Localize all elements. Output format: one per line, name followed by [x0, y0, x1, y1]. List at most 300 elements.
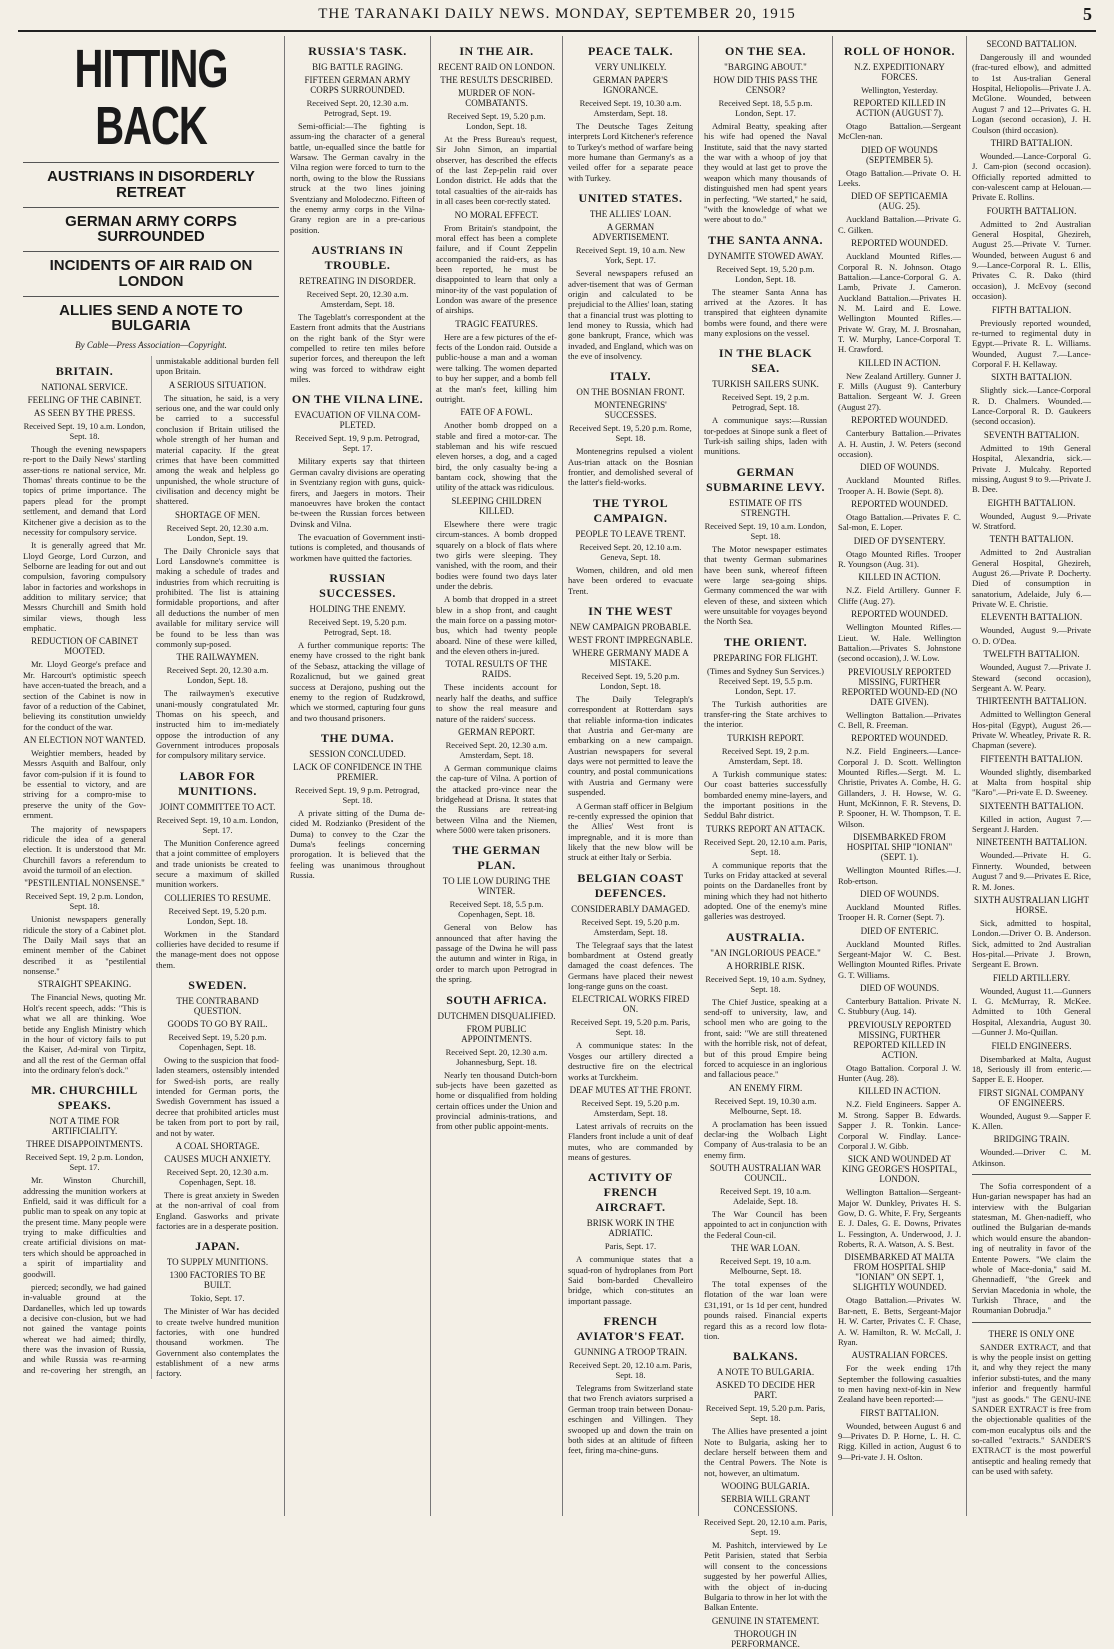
subheading: REPORTED WOUNDED. — [851, 498, 948, 509]
section-title: BELGIAN COAST DEFENCES. — [577, 870, 684, 900]
paragraph: Elsewhere there were tragic circum-stances. A bomb dropped squarely on a block of flats where two girls were sleeping. They vanished, with the room, and their bodies were found two days later under the debris. — [436, 518, 557, 591]
subheading: PREPARING FOR FLIGHT. — [713, 652, 818, 663]
section-title: PEACE TALK. — [587, 44, 674, 58]
subheading: ESTIMATE OF ITS STRENGTH. — [728, 497, 802, 518]
subheading: GOODS TO GO BY RAIL. — [167, 1019, 268, 1030]
section-title: RUSSIA'S TASK. — [308, 44, 407, 58]
dateline: Received Sept. 19, 5.20 p.m. Amsterdam, Sept. 18. — [581, 1097, 680, 1118]
dateline: Paris, Sept. 17. — [604, 1241, 657, 1252]
section-title: ITALY. — [610, 369, 651, 384]
subheading: A HORRIBLE RISK. — [726, 960, 805, 971]
dateline: Received Sept. 19, 5.20 p.m. Rome, Sept. 18. — [569, 423, 692, 444]
sea-column — [698, 36, 832, 1649]
subheading: THE ALLIES' LOAN. — [589, 209, 672, 220]
russia-column — [284, 36, 430, 1516]
subheading: TO LIE LOW DURING THE WINTER. — [442, 876, 551, 897]
paragraph: N.Z. Field Artillery. Gunner F. Cliffe (Aug. 27). — [838, 585, 961, 606]
subheading: DIED OF ENTERIC. — [860, 925, 939, 936]
subheading: PEOPLE TO LEAVE TRENT. — [575, 528, 686, 539]
subheading: CONSIDERABLY DAMAGED. — [571, 903, 690, 914]
subheading: NO MORAL EFFECT. — [454, 209, 539, 220]
subheading: RECENT RAID ON LONDON. — [438, 62, 555, 72]
subheading: SIXTH AUSTRALIAN LIGHT HORSE. — [974, 894, 1089, 915]
divider — [23, 296, 279, 297]
dateline: Received Sept. 19, 10 a.m. London, Sept. 17. — [156, 814, 279, 835]
paragraph: Latest arrivals of recruits on the Flanders front include a unit of deaf mutes, who are commanded by means of gestures. — [568, 1120, 693, 1162]
advert-text: SANDER EXTRACT, and that is why the people insist on getting it, and why they reject the many inferior substi-tutes, and the many inferior and frequently harmful "just as goods." The GENU-INE SANDER EXTRACT is free from the objectionable qualities of the com-mon eucalyptus oils and the so-called "extracts." SANDER'S EXTRACT is the most powerful antiseptic and healing remedy that can be used with safety. — [972, 1341, 1091, 1477]
section-title: UNITED STATES. — [578, 191, 683, 206]
section-title: THE SANTA ANNA. — [708, 232, 823, 247]
paragraph: The Tageblatt's correspondent at the Eastern front admits that the Austrians on the right bank of the Styr were compelled to retire ten miles before superior forces, and thereupon the left wing was forced to withdraw eight miles. — [290, 311, 425, 385]
dateline: Received Sept. 20, 12.30 a.m. Amsterdam, Sept. 18. — [445, 739, 548, 760]
subheading: REPORTED WOUNDED. — [851, 733, 948, 744]
section-title: JAPAN. — [195, 1239, 240, 1254]
paragraph: Montenegrins repulsed a violent Aus-trian attack on the Bosnian frontier, and demolished several of the latter's field-works. — [568, 446, 693, 488]
paragraph: Otago Battalion.—Privates F. C. Sal-mon, E. Loper. — [838, 511, 961, 533]
subheading: 1300 FACTORIES TO BE BUILT. — [169, 1270, 266, 1291]
roll-of-honor-continued-column — [966, 36, 1096, 1516]
subheading: DUTCHMEN DISQUALIFIED. — [437, 1010, 556, 1021]
paragraph: Admitted to Wellington General Hos-pital (Egypt), August 26.—Private W. Wheatley, Private R. R. Chapman (severe). — [972, 709, 1091, 751]
paragraph: Otago Battalion.—Privates W. Bar-nett, E. Betts, Sergeant-Major H. W. Carter, Privates C. F. Chase, A. W. Hamilton, R. W. McCall, J. Ryan. — [838, 1295, 961, 1347]
subheading: FIRST BATTALION. — [860, 1407, 939, 1418]
paragraph: The Daily Telegraph's correspondent at Rotterdam says that reliable informa-tion indicates that Austria and Ger-many are embarking on a new campaign. Austrian newspapers for several days were not permitted to leave the country, and postal communications with Austria and Germany were suspended. — [568, 693, 693, 798]
subheading: FOURTH BATTALION. — [986, 205, 1077, 216]
subheading: GERMAN PAPER'S IGNORANCE. — [592, 75, 669, 95]
paragraph: Here are a few pictures of the ef-fects of the London raid. Outside a public-house a man and a woman were talking. The women departed to buy her supper, and a bomb fell at the man's feet, killing him outright. — [436, 331, 557, 404]
section-title: AUSTRALIA. — [726, 929, 805, 944]
subheading: GUNNING A TROOP TRAIN. — [574, 1347, 687, 1358]
paragraph: The steamer Santa Anna has arrived at the Azores. It has transpired that eighteen dynamite bombs were found, and there were many explosions on the vessel. — [704, 286, 827, 339]
subheading: WOOING BULGARIA. — [721, 1481, 810, 1492]
subheading: DISEMBARKED FROM HOSPITAL SHIP "IONIAN" (SEPT. 1). — [846, 832, 953, 863]
paragraph: Mr. Lloyd George's preface and Mr. Harcourt's optimistic speech have accen-tuated the breach, and a section of the Cabinet is now in favor of a reduction of the Cabinet, believing its constitution unwieldy for the conduct of the war. — [23, 659, 146, 732]
paragraph: Dangerously ill and wounded (frac-tured elbow), and admitted to 1st Aus-tralian General Hospital, Heliopolis—Private J. A. McGlone. Wounded, between August 7 and 12—Privates G. H. Logan (second occasion), J. H. Coulson (third occasion). — [972, 52, 1091, 135]
subheading: KILLED IN ACTION. — [858, 357, 941, 368]
subheading: DIED OF DYSENTERY. — [853, 535, 946, 546]
subheading: PREVIOUSLY REPORTED MISSING, FURTHER REPORTED KILLED IN ACTION. — [848, 1019, 951, 1060]
section-title: AUSTRIANS IN TROUBLE. — [311, 242, 404, 272]
paragraph: The War Council has been appointed to act in conjunction with the Federal Coun-cil. — [704, 1209, 827, 1240]
subheading: EVACUATION OF VILNA COM-PLETED. — [294, 410, 421, 431]
paragraph: Auckland Mounted Rifles. Trooper H. R. Corner (Sept. 7). — [838, 901, 961, 923]
subheading: THOROUGH IN PERFORMANCE. — [731, 1628, 800, 1649]
dateline: Received Sept. 20, 12.10 a.m. Paris, Sept. 18. — [569, 1360, 692, 1381]
paragraph: pierced; secondly, we had gained in-valuable ground at the Dardanelles, which led up towards a decisive con-clusion, but we had not gained the vantage points whereat we had aimed; thirdly, there was the invasion of Russia, and while Russia was re-arming and re-covering her strength, an unmistakable additional burden fell upon Britain. — [23, 356, 279, 1375]
paragraph: Owing to the suspicion that food-laden steamers, ostensibly intended for Swed-ish ports, are really intended for German ports, the Swedish Government has issued a decree that prohibited articles must be taken from port to port by rail, and not by water. — [156, 1055, 279, 1138]
section-title: BALKANS. — [732, 1349, 798, 1364]
paragraph: The Minister of War has decided to create twelve hundred munition factories, with one hundred thousand workmen. The Government also contemplates the establishment of a new arms factory. — [156, 1306, 279, 1379]
paragraph: Canterbury Battalion.—Privates A. H. Austin, J. W. Peters (second occasion). — [838, 428, 961, 459]
lead-story-body — [23, 356, 279, 1379]
paragraph: The Turkish authorities are transfer-ring the State archives to the interior. — [704, 698, 827, 730]
section-title: FRENCH AVIATOR'S FEAT. — [576, 1314, 685, 1344]
lead-column — [18, 36, 284, 1516]
paragraph: N.Z. Field Engineers. Sapper A. M. Strong. Sapper B. Edwards. Sapper J. R. Tonkin. Lance-Corporal W. Findlay. Lance-Corporal J. W. Gibb. — [838, 1099, 961, 1151]
paragraph: Workmen in the Standard collieries have decided to resume if the manage-ment does not oppose them. — [156, 928, 279, 970]
paragraph: For the week ending 17th September the following casualties to men having next-of-kin in New Zealand have been reported:— — [838, 1363, 961, 1405]
paragraph: Admitted to 2nd Australian General Hospital, Ghezireh, August 25.—Private V. Turner. Wounded, between August 6 and 9.—Lance-Corporal R. L. Ellis, Privates C. R. Dako (third occasion), J. McEvoy (second occasion). — [972, 218, 1091, 302]
dateline: Received Sept. 19, 5.20 p.m. London, Sept. 18. — [581, 670, 680, 691]
dateline: Received Sept. 19, 5.20 p.m. London, Sept. 18. — [447, 111, 546, 131]
paragraph: The evacuation of Government insti-tutions is completed, and thousands of workmen have quitted the factories. — [290, 531, 425, 563]
paragraph: A proclamation has been issued declar-ing the Wolbach Light Company of Aus-tralasia to be an enemy firm. — [704, 1118, 827, 1160]
section-title: MR. CHURCHILL SPEAKS. — [31, 1083, 138, 1113]
section-title: THE ORIENT. — [723, 634, 808, 649]
masthead-title: THE TARANAKI DAILY NEWS. MONDAY, SEPTEMBER 20, 1915 — [318, 6, 796, 22]
subheading: ELEVENTH BATTALION. — [980, 612, 1083, 623]
paragraph: Though the evening newspapers re-port to the Daily News' startling asser-tions re national service, Mr. Thomas' threats continue to be the topics of prime importance. The papers plead for the prompt settlement, and demand that Lord Kitchener give a decision as to the necessity for compulsory service. — [23, 444, 146, 537]
subheading: ON THE BOSNIAN FRONT. — [576, 387, 685, 398]
paragraph: Wellington Battalion—Sergeant-Major W. Dunkley, Privates H. S. Gow, D. G. White, F. Fry, Sergeants E. J. Dales, G. E. Downs, Privates L. Fessington, A. Underwood, J. J. Roberts, R. A. Watson, A. S. Best. — [838, 1187, 961, 1250]
section-title: IN THE BLACK SEA. — [718, 346, 813, 376]
dateline: Received Sept. 19, 5.20 p.m. Paris, Sept. 18. — [570, 1017, 691, 1038]
subheading: FIFTEENTH BATTALION. — [980, 753, 1083, 764]
paragraph: Wounded, August 11.—Gunners I. G. McMurray, R. McKee. Admitted to 10th General Hospital, Alexandria, August 30.—Gunner J. Mo-Quillan. — [972, 985, 1091, 1038]
divider — [23, 207, 279, 208]
subheading: MONTENEGRINS' SUCCESSES. — [594, 400, 667, 421]
section-title: ON THE VILNA LINE. — [291, 392, 424, 407]
subheading: TURKISH REPORT. — [727, 732, 804, 743]
subheading: NEW CAMPAIGN PROBABLE. — [569, 621, 692, 632]
section-title: SWEDEN. — [188, 978, 247, 993]
paragraph: Otago Mounted Rifles. Trooper R. Youngson (Aug. 31). — [838, 548, 961, 570]
paragraph: The railwaymen's executive unani-mously congratulated Mr. Thomas on his speech, and instructed him to im-mediately oppose the introduction of any Government introduces proposals for compulsory military service. — [156, 688, 279, 761]
subheading: SICK AND WOUNDED AT KING GEORGE'S HOSPITAL, LONDON. — [841, 1154, 958, 1185]
section-title: RUSSIAN SUCCESSES. — [319, 571, 396, 601]
subheading: SHORTAGE OF MEN. — [175, 509, 260, 520]
paragraph: It is generally agreed that Mr. Lloyd George, Lord Curzon, and Selborne are leading for out and out compulsion, favoring compulsory labor in factories and workshops in addition to military service; that Messrs Churchill and Smith hold similar views, though less emphatic. — [23, 540, 146, 634]
dateline: Received Sept. 20, 12.30 a.m. London, Sept. 18. — [166, 665, 269, 686]
paragraph: A communique states that a squad-ron of hydroplanes from Port Said bom-barded Chevalleiro bridge, which con-stitutes an important passage. — [568, 1254, 693, 1306]
subheading: NOT A TIME FOR ARTIFICIALITY. — [49, 1116, 120, 1137]
paragraph: Wounded slightly, disembarked at Malta from hospital ship "Karo".—Pri-vate E. D. Sweeney. — [972, 766, 1091, 798]
dateline: Received Sept. 19, 5.20 p.m. Petrograd, Sept. 18. — [308, 617, 407, 638]
dateline: Received Sept. 19, 5.20 p.m. Copenhagen, Sept. 18. — [168, 1032, 267, 1053]
dateline: Received Sept. 18, 5.5 p.m. Copenhagen, Sept. 18. — [449, 899, 544, 920]
paragraph: A Turkish communique states: Our coast batteries successfully bombarded enemy mine-layers, and the important positions in the Seddul Bahr district. — [704, 768, 827, 821]
headline-austrians: AUSTRIANS IN DISORDERLY RETREAT — [47, 168, 255, 201]
subheading: TO SUPPLY MUNITIONS. — [166, 1257, 269, 1268]
subheading: REPORTED KILLED IN ACTION (AUGUST 7). — [853, 98, 946, 118]
dateline: Received Sept. 19, 10 a.m. Sydney, Sept. 18. — [705, 973, 826, 994]
subheading: RETREATING IN DISORDER. — [299, 275, 416, 286]
subheading: DIED OF WOUNDS. — [859, 888, 940, 899]
dateline: (Times and Sydney Sun Services.) Received Sept. 19, 5.5 p.m. London, Sept. 17. — [706, 665, 825, 696]
subheading: CAUSES MUCH ANXIETY. — [164, 1153, 271, 1164]
byline: By Cable—Press Association—Copyright. — [75, 340, 227, 350]
dateline: Received Sept. 20, 12.10 a.m. Geneva, Sept. 18. — [579, 541, 682, 562]
paragraph: A German communique claims the cap-ture of Vilna. A portion of the attacked pro-vince near the bridgehead at Drisna. It states that the Russians are retreat-ing between Vilna and the Niemen, where 5000 were taken prisoners. — [436, 762, 557, 836]
peace-column — [562, 36, 698, 1516]
dateline: Received Sept. 19, 5.20 p.m. Amsterdam, Sept. 18. — [581, 916, 680, 937]
paragraph: Wellington Battalion.—Privates C. Bell, R. Freeman. — [838, 709, 961, 730]
subheading: KILLED IN ACTION. — [858, 1086, 941, 1097]
section-title: LABOR FOR MUNITIONS. — [178, 768, 257, 798]
paragraph: Unionist newspapers generally ridicule the story of a Cabinet plot. The Daily Mail says that an eminent member of the Cabinet described it as "pestilential nonsense." — [23, 914, 146, 977]
paragraph: Otago Battalion.—Private O. H. Leeks. — [838, 167, 961, 189]
paragraph: Killed in action, August 7.—Sergeant J. Harden. — [972, 813, 1091, 835]
paragraph: Mr. Winston Churchill, addressing the munition workers at Enfield, said it was difficult for a public man to speak on any topic at the present time. Many people were trying to make difficulties and create artificial divisions on mat-ters which should be approached in a spirit of impartiality and goodwill. — [23, 1175, 146, 1279]
divider — [972, 1174, 1091, 1175]
subheading: "PESTILENTIAL NONSENSE." — [24, 878, 145, 889]
subheading: FIELD ARTILLERY. — [992, 972, 1071, 983]
paragraph: M. Pashitch, interviewed by Le Petit Parisien, stated that Serbia will consent to the concessions suggested by her powerful Allies, with the object of in-ducing Bulgaria to throw in her lot with the Balkan Entente. — [704, 1540, 827, 1613]
headline-bulgaria: ALLIES SEND A NOTE TO BULGARIA — [59, 301, 243, 335]
paragraph: Wounded.—Driver C. M. Atkinson. — [972, 1147, 1091, 1168]
paragraph: Wounded, between August 6 and 9—Privates D. P. Horne, L. H. C. Rigg. Killed in action, August 6 to 9—Pri-vate J. H. Oslton. — [838, 1420, 961, 1462]
subheading: THE RAILWAYMEN. — [176, 652, 259, 663]
subheading: A NOTE TO BULGARIA. — [716, 1367, 815, 1378]
paragraph: Wounded.—Private H. G. Finnerty. Wounded, between August 7 and 9.—Privates E. Rice, R. M. Jones. — [972, 850, 1091, 892]
dateline: Received Sept. 19, 10.30 a.m. Melbourne, Sept. 18. — [714, 1095, 817, 1116]
dateline: Received Sept. 19, 10 a.m. New York, Sept. 17. — [575, 245, 686, 266]
paragraph: A further communique reports: The enemy have crossed to the right bank of the Sebasz, attacking the village of Rozalicnud, but we gained great success at Derajono, pushing out the enemy to the region of Rudzkrowd, which we stormed, capturing four guns and two thousand prisoners. — [290, 640, 425, 723]
subheading: SEVENTH BATTALION. — [983, 429, 1080, 440]
subheading: VERY UNLIKELY. — [594, 62, 667, 72]
subheading: JOINT COMMITTEE TO ACT. — [159, 801, 276, 812]
subheading: THE CONTRABAND QUESTION. — [176, 996, 259, 1017]
paragraph: The situation, he said, is a very serious one, and the war could only be carried to a successful conclusion if Britain utilised the whole strength of her human and material capacity. If the great crimes that have been committed among the weak and helpless go unpunished, the whole structure of civilisation and decency might be shattered. — [156, 392, 279, 507]
paragraph: The Allies have presented a joint Note to Bulgaria, asking her to declare herself between them and the Central Powers. The Note is not, however, an ultimatum. — [704, 1426, 827, 1478]
subheading: REPORTED WOUNDED. — [851, 609, 948, 620]
subheading: SESSION CONCLUDED. — [309, 748, 406, 759]
paragraph: Auckland Mounted Rifles.—Corporal R. N. Johnson. Otago Battalion.—Lance-Corporal G. A. Lamb, Private J. Cameron. Auckland Battalion.—Privates H. N. M. Laird and E. Lowe. Wellington Mounted Rifles.—Private W. Gray, M. J. Brosnahan, T. W. Murphy, Lance-Corporal T. H. Crawford. — [838, 251, 961, 355]
subheading: FATE OF A FOWL. — [460, 407, 533, 418]
section-title: ROLL OF HONOR. — [844, 44, 955, 58]
divider — [972, 1322, 1091, 1323]
subheading: DIED OF WOUNDS. — [859, 462, 940, 473]
dateline: Received Sept. 19, 10 a.m. London, Sept. 18. — [704, 520, 827, 541]
dateline: Received Sept. 19, 2 p.m. Amsterdam, Sept. 18. — [721, 745, 810, 766]
dateline: Received Sept. 19, 9 p.m. Petrograd, Sept. 18. — [295, 784, 420, 805]
subheading: KILLED IN ACTION. — [858, 572, 941, 583]
subheading: N.Z. EXPEDITIONARY FORCES. — [854, 62, 945, 82]
dateline: Received Sept. 19, 5.20 p.m. London, Sept. 18. — [716, 263, 815, 284]
subheading: THE WAR LOAN. — [730, 1243, 801, 1254]
paragraph: Women, children, and old men have been ordered to evacuate Trent. — [568, 564, 693, 596]
subheading: DIED OF WOUNDS (SEPTEMBER 5). — [861, 144, 938, 165]
paragraph: The majority of newspapers ridicule the idea of a general election. It is understood that Mr. Churchill favors a referendum to avoid the turmoil of an election. — [23, 823, 146, 875]
paragraph: Wounded, August 9.—Sapper F. K. Allen. — [972, 1110, 1091, 1131]
subheading: BIG BATTLE RAGING. — [312, 62, 403, 72]
advert-heading: THERE IS ONLY ONE — [988, 1328, 1075, 1339]
subheading: "AN INGLORIOUS PEACE." — [710, 947, 821, 958]
subheading: HOW DID THIS PASS THE CENSOR? — [713, 75, 818, 95]
subheading: HOLDING THE ENEMY. — [309, 604, 406, 615]
section-title: IN THE AIR. — [459, 44, 534, 58]
dateline: Received Sept. 19, 10 a.m. London, Sept. 18. — [23, 421, 146, 441]
subheading: TWELFTH BATTALION. — [983, 649, 1080, 660]
subheading: THE RESULTS DESCRIBED. — [440, 75, 553, 85]
paragraph: The Daily Chronicle says that Lord Lansdowne's committee is making a schedule of trades and industries from which recruiting is prohibited. The list is attaining formidable proportions, and after all deductions the number of men available for military service will be found to be less than was commonly sup-posed. — [156, 545, 279, 649]
paragraph: Previously reported wounded, re-turned to regimental duty in Egypt.—Private R. L. Williams. Wounded, August 7.—Lance-Corporal F. H. Kellaway. — [972, 317, 1091, 369]
section-title: IN THE WEST — [588, 603, 673, 618]
paragraph: New Zealand Artillery. Gunner J. F. Mills (August 9). Canterbury Battalion. Sergeant W. J. Green (August 27). — [838, 370, 961, 412]
subheading: "BARGING ABOUT." — [724, 62, 807, 72]
dateline: Received Sept. 20, 12.30 a.m. Copenhagen, Sept. 18. — [166, 1166, 269, 1187]
paragraph: Wounded, August 9.—Private W. Stratford. — [972, 510, 1091, 531]
subheading: AS SEEN BY THE PRESS. — [33, 408, 136, 418]
paragraph: Military experts say that thirteen German cavalry divisions are operating in Sventziany region with guns, quick-firers, and Jaegers in motors. Their manoeuvres have broken the contact be-tween the Russian forces between Dvinsk and Vilna. — [290, 456, 425, 529]
subheading: TURKISH SAILERS SUNK. — [712, 379, 819, 390]
dateline: Received Sept. 19, 9 p.m. Petrograd, Sept. 17. — [295, 433, 420, 454]
subheading: PREVIOUSLY REPORTED MISSING, FURTHER REPORTED WOUND-ED (NO DATE GIVEN). — [841, 666, 958, 707]
headline-german-army: GERMAN ARMY CORPS SURROUNDED — [65, 212, 237, 246]
air-column — [430, 36, 562, 1516]
divider — [23, 162, 279, 163]
subheading: COLLIERIES TO RESUME. — [164, 892, 271, 903]
subheading: A SERIOUS SITUATION. — [168, 379, 267, 390]
paragraph: Nearly ten thousand Dutch-born sub-jects have been gazetted as home or disqualified from holding certain offices under the Union and provincial adminis-trations, and from other public appoint-ments. — [436, 1069, 557, 1132]
paragraph: Wellington Mounted Rifles.—Lieut. W. Hale. Wellington Battalion.—Privates S. Johnstone (second occasion), J. W. Low. — [838, 622, 961, 664]
paragraph: These incidents account for nearly half the deaths, and suffice to show the real measure and nature of the raiders' success. — [436, 682, 557, 724]
dateline: Received Sept. 19, 2 p.m. London, Sept. 17. — [25, 1152, 144, 1173]
paragraph: Otago Battalion.—Sergeant McClen-nan. — [838, 121, 961, 142]
subheading: DYNAMITE STOWED AWAY. — [707, 250, 824, 261]
subheading: EIGHTH BATTALION. — [987, 497, 1076, 508]
masthead — [18, 4, 1096, 32]
subheading: TENTH BATTALION. — [989, 534, 1074, 545]
subheading: REPORTED WOUNDED. — [851, 415, 948, 426]
paragraph: A German staff officer in Belgium re-cently expressed the opinion that the Allies' West front is impregnable, and it is more than likely that the new blow will be struck at either Italy or Serbia. — [568, 800, 694, 863]
paragraph: Admitted to 2nd Australian General Hospital, Ghezireh, August 26.—Private P. Docherty. Died of consumption in sanatorium, Adelaide, July 6.—Private W. E. Christie. — [972, 547, 1091, 610]
dateline: Received Sept. 19, 10 a.m. Adelaide, Sept. 18. — [719, 1186, 812, 1207]
subheading: SOUTH AUSTRALIAN WAR COUNCIL. — [709, 1163, 822, 1184]
subheading: SERBIA WILL GRANT CONCESSIONS. — [721, 1494, 810, 1515]
paragraph: Slightly sick.—Lance-Corporal R. D. Chalmers. Wounded.—Lance-Corporal R. D. Gaukeers (second occasion). — [972, 385, 1091, 427]
subheading: WHERE GERMANY MADE A MISTAKE. — [572, 647, 689, 668]
section-title: THE GERMAN PLAN. — [452, 843, 541, 873]
subheading: TRAGIC FEATURES. — [455, 318, 538, 329]
paragraph: At the Press Bureau's request, Sir John Simon, an impartial observer, has described the effects of the last Zep-pelin raid over London district. He adds that the total casualties of the air-raids has in all cases been cor-rectly stated. — [436, 134, 557, 207]
paragraph: Wellington Mounted Rifles.—J. Rob-ertson. — [838, 865, 961, 886]
section-title: BRITAIN. — [55, 364, 114, 378]
subheading: THIRD BATTALION. — [990, 137, 1073, 148]
subheading: FROM PUBLIC APPOINTMENTS. — [461, 1023, 532, 1044]
headline-main: HITTING BACK — [74, 39, 228, 157]
paragraph: The Sofia correspondent of a Hun-garian newspaper has had an interview with the Bulgarian statesman, M. Ghen-nadieff, who outlined the Bulgarian de-mands which would ensure the abandon-ing of neutrality in favor of the Entente Powers. "We claim the whole of Mace-donia," said M. Ghennadieff, "the Greek and Servian Macedonia in whole, the Turkish Thrace, and the Roumanian Dobrudja." — [972, 1181, 1091, 1316]
paragraph: Wounded, August 9.—Private O. D. O'Dea. — [972, 625, 1091, 646]
dateline: Received Sept. 20, 12.30 a.m. Petrograd, Sept. 19. — [306, 98, 409, 118]
subheading: FIFTH BATTALION. — [991, 304, 1072, 315]
subheading: A COAL SHORTAGE. — [175, 1140, 260, 1151]
paragraph: The Motor newspaper estimates that twenty German submarines have been sunk, whereof fifteen were large sea-going ships. Germany commenced the war with eleven of these, and sixteen which were unsuitable for voyages beyond the North Sea. — [704, 543, 827, 627]
subheading: ELECTRICAL WORKS FIRED ON. — [571, 994, 690, 1015]
paragraph: From Britain's standpoint, the moral effect has been a complete failure, and if Count Zeppelin accompanied the raid-ers, as has been reported, he must be disappointed to learn that only a minor-ity of the vast population of London was aware of the presence of airships. — [436, 222, 557, 316]
dateline: Received Sept. 20, 12.10 a.m. Paris, Sept. 18. — [704, 836, 827, 857]
subheading: AN ELECTION NOT WANTED. — [23, 734, 146, 745]
subheading: REDUCTION OF CABINET MOOTED. — [31, 636, 138, 657]
subheading: DISEMBARKED AT MALTA FROM HOSPITAL SHIP "IONIAN" ON SEPT. 1, SLIGHTLY WOUNDED. — [844, 1252, 955, 1293]
section-title: THE TYROL CAMPAIGN. — [592, 495, 669, 525]
subheading: BRISK WORK IN THE ADRIATIC. — [586, 1218, 675, 1239]
subheading: REPORTED WOUNDED. — [851, 238, 948, 249]
paragraph: The Telegraaf says that the latest bombardment at Ostend greatly damaged the coast defences. The Germans have placed their newest long-range guns on the coast. — [568, 939, 693, 992]
dateline: Tokio, Sept. 17. — [190, 1293, 245, 1304]
paragraph: The total expenses of the flotation of the war loan were £31,191, or 1s 1d per cent, hundred pounds raised. Financial experts regard this as a record low flota-tion. — [704, 1279, 827, 1341]
dateline: Received Sept. 19, 10.30 a.m. Amsterdam, Sept. 18. — [579, 98, 682, 118]
paragraph: Disembarked at Malta, August 18, Seriously ill from enteric.—Sapper E. E. Hooper. — [972, 1053, 1091, 1085]
section-title: GERMAN SUBMARINE LEVY. — [705, 464, 826, 494]
subheading: SIXTH BATTALION. — [991, 372, 1072, 383]
paragraph: A communique reports that the Turks on Friday attacked at several points on the Dardanelles front by mining which they had not hitherto adopted. One of the enemy's mine galleries was destroyed. — [704, 859, 827, 922]
section-title: THE DUMA. — [320, 730, 395, 745]
paragraph: Auckland Mounted Rifles. Trooper A. H. Bowie (Sept. 8). — [838, 475, 961, 496]
subheading: DIED OF SEPTICAEMIA (AUG. 25). — [850, 191, 948, 212]
subheading: FIRST SIGNAL COMPANY OF ENGINEERS. — [978, 1087, 1085, 1108]
subheading: WEST FRONT IMPREGNABLE. — [568, 634, 693, 645]
dateline: Received Sept. 20, 12.30 a.m. Johannesburg, Sept. 18. — [445, 1046, 548, 1067]
subheading: GENUINE IN STATEMENT. — [711, 1615, 820, 1626]
paragraph: A private sitting of the Duma de-cided M. Rodzianko (President of the Duma) to convey to the Czar the Duma's feelings concerning prorogation. It is believed that the feeling was unanimous throughout Russia. — [290, 807, 425, 881]
headline-air-raid: INCIDENTS OF AIR RAID ON LONDON — [49, 257, 253, 290]
subheading: AN ENEMY FIRM. — [728, 1082, 803, 1093]
paragraph: A bomb that dropped in a street blew in a shop front, and caught the main force on a passing motor-bus, which had twenty people aboard. Nine of these were killed, and the eleven others in-jured. — [436, 594, 557, 657]
paragraph: Canterbury Battalion. Private N. C. Stubbury (Aug. 14). — [838, 996, 961, 1017]
subheading: SECOND BATTALION. — [986, 39, 1077, 49]
subheading: NATIONAL SERVICE. — [41, 382, 128, 392]
dateline: Received Sept. 19, 10 a.m. Melbourne, Sept. 18. — [719, 1256, 812, 1277]
subheading: FIFTEEN GERMAN ARMY CORPS SURROUNDED. — [304, 75, 411, 95]
paragraph: General von Below has announced that after having the passage of the Dwina he will pass the autumn and winter in Riga, in order to march upon Petrograd in the spring. — [436, 922, 557, 985]
section-title: ACTIVITY OF FRENCH AIRCRAFT. — [588, 1170, 673, 1215]
subheading: FEELING OF THE CABINET. — [27, 395, 142, 405]
subheading: LACK OF CONFIDENCE IN THE PREMIER. — [293, 761, 422, 782]
paragraph: The Deutsche Tages Zeitung interprets Lord Kitchener's reference to Turkey's method of warfare being more humane than Germany's as a veiled offer for a separate peace with Turkey. — [568, 121, 693, 183]
subheading: NINETEENTH BATTALION. — [976, 837, 1087, 848]
paragraph: A communique states: In the Vosges our artillery directed a destructive fire on the electrical works at Turckheim. — [568, 1040, 693, 1082]
page-number: 5 — [1083, 4, 1092, 24]
dateline: Received Sept. 19, 2 p.m. London, Sept. 18. — [25, 891, 144, 912]
subheading: AUSTRALIAN FORCES. — [851, 1350, 948, 1361]
paragraph: Auckland Mounted Rifles. Sergeant-Major W. C. Best. Wellington Mounted Rifles. Private G. T. Williams. — [838, 938, 961, 980]
paragraph: Semi-official:—The fighting is assum-ing the character of a general battle, un-equalled since the battle for Warsaw. The German cavalry in the Vilna region were forced to turn to the north, owing to the blow the Russians struck at the two lines joining Sventziany and Molodeczno. Fifteen of the enemy army corps in the Vilna-Grany region are in a pre-carious position. — [290, 121, 425, 235]
subheading: SIXTEENTH BATTALION. — [979, 800, 1084, 811]
paragraph: Sick, admitted to hospital, London.—Driver O. B. Anderson. Sick, admitted to 2nd Australian Hos-pital.—Private J. Brown, Sergeant E. Brown. — [972, 917, 1091, 970]
dateline: Received Sept. 20, 12.30 a.m. London, Sept. 19. — [166, 522, 269, 543]
subheading: THIRTEENTH BATTALION. — [976, 696, 1087, 707]
subheading: DIED OF WOUNDS. — [859, 983, 940, 994]
paragraph: Admitted to 19th General Hospital, Alexandria, sick.—Private J. Mulcahy. Reported missing, August 9 to 9.—Private J. B. Dee. — [972, 442, 1091, 495]
subheading: DEAF MUTES AT THE FRONT. — [569, 1084, 692, 1095]
subheading: SLEEPING CHILDREN KILLED. — [451, 495, 542, 516]
subheading: STRAIGHT SPEAKING. — [37, 979, 132, 990]
dateline: Received Sept. 19, 5.20 p.m. Paris, Sept. 18. — [705, 1403, 826, 1424]
paragraph: Wounded.—Lance-Corporal G. J. Cam-pion (second occasion). Officially reported admitted to con-valescent camp at Helouan.—Private E. Rollins. — [972, 150, 1091, 203]
section-title: SOUTH AFRICA. — [446, 992, 547, 1007]
paragraph: The Munition Conference agreed that a joint committee of employers and trade unionists be created to secure a maximum of skilled munition workers. — [156, 837, 279, 890]
paragraph: A communique says:—Russian tor-pedoes at Sinope sunk a fleet of Turk-ish sailing ships, laden with munitions. — [704, 415, 827, 457]
paragraph: The Chief Justice, speaking at a send-off to university, law, and school men who are going to the front, said: "We are still threatened with the horrible risk, not of defeat, but of this proud Empire being forced to acquiesce in an inglorious and fallacious peace." — [704, 996, 827, 1080]
dateline: Wellington, Yesterday. — [861, 85, 938, 95]
subheading: TURKS REPORT AN ATTACK. — [705, 823, 826, 834]
subheading: THREE DISAPPOINTMENTS. — [26, 1139, 143, 1150]
roll-of-honor-column — [832, 36, 966, 1516]
dateline: Received Sept. 18, 5.5 p.m. London, Sept. 17. — [718, 98, 813, 118]
paragraph: Otago Battalion. Corporal J. W. Hunter (Aug. 28). — [838, 1062, 961, 1084]
paragraph: N.Z. Field Engineers.—Lance-Corporal J. D. Scott. Wellington Mounted Rifles.—Sergt. M. L. Christie, Privates A. Combe, H. G. Gillanders, J. H. Howse, W. G. Hunt, McKinnon, F. R. Stevens, D. P. Spooner, H. W. Thompson, T. E. Wilson. — [838, 746, 961, 829]
subheading: GERMAN REPORT. — [458, 726, 535, 737]
subheading: BRIDGING TRAIN. — [993, 1134, 1070, 1145]
subheading: A GERMAN ADVERTISEMENT. — [592, 222, 669, 243]
dateline: Received Sept. 19, 2 p.m. Petrograd, Sept. 18. — [721, 392, 810, 413]
divider — [23, 251, 279, 252]
paragraph: The Financial News, quoting Mr. Holt's recent speech, adds: "This is what we all are thinking. Woe betide any English Ministry which in the hour of victory fails to put the Kaiser, Ad-miral von Tirpitz, and all the rest of the German offal into the ordinary felon's dock." — [23, 992, 146, 1075]
dateline: Received Sept. 20, 12.30 a.m. Amsterdam, Sept. 18. — [306, 288, 409, 309]
paragraph: Weightier members, headed by Messrs Asquith and Balfour, only favor com-pulsion if it is found to be essential to victory, and are striving for a compro-mise to preserve the unity of the Gov-ernment. — [23, 747, 146, 821]
subheading: FIELD ENGINEERS. — [991, 1040, 1072, 1051]
